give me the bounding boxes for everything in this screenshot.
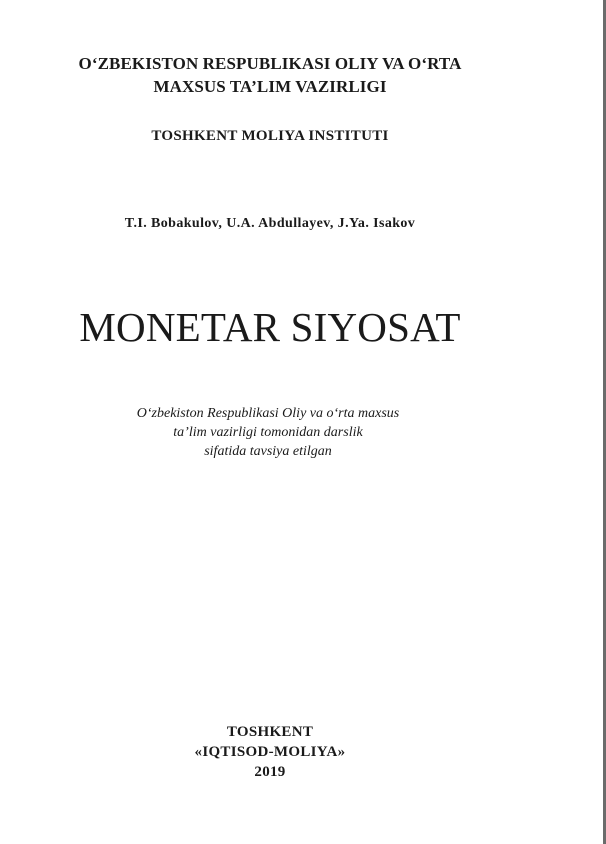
publisher-info (0, 722, 540, 782)
book-title: MONETAR SIYOSAT (79, 304, 461, 350)
publisher-city: TOSHKENT (226, 724, 314, 740)
authors: T.I. Bobakulov, U.A. Abdullayev, J.Ya. Isakov (124, 216, 416, 231)
publisher-name: «IQTISOD-MOLIYA» (194, 744, 346, 760)
publication-year: 2019 (254, 764, 286, 780)
approval-line-1: O‘zbekiston Respublikasi Oliy va o‘rta maxsus (136, 406, 400, 421)
approval-line-3: sifatida tavsiya etilgan (204, 444, 332, 459)
approval-line-2: ta’lim vazirligi tomonidan darslik (173, 425, 363, 440)
institute-name: TOSHKENT MOLIYA INSTITUTI (151, 128, 389, 144)
ministry-line-1: O‘ZBEKISTON RESPUBLIKASI OLIY VA O‘RTA (78, 54, 462, 73)
approval-note (0, 404, 536, 461)
ministry-heading (0, 52, 540, 98)
ministry-line-2: MAXSUS TA’LIM VAZIRLIGI (153, 77, 387, 96)
